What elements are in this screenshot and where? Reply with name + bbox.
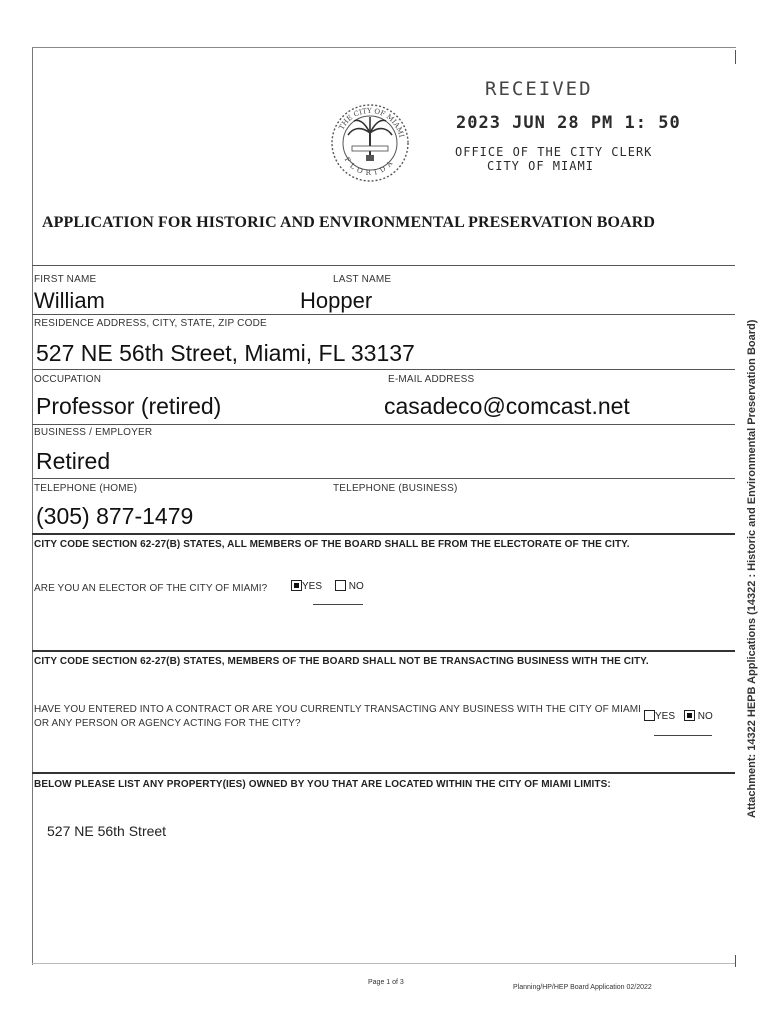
city-seal-logo: [330, 103, 410, 188]
divider: [32, 650, 735, 652]
business-no-label: NO: [697, 711, 713, 722]
business-yes-option[interactable]: [644, 710, 675, 722]
clerk-office-stamp: OFFICE OF THE CITY CLERK: [455, 145, 653, 159]
employer-field[interactable]: Retired: [36, 448, 111, 474]
received-stamp: RECEIVED: [485, 78, 593, 100]
divider: [32, 314, 735, 315]
last-name-field[interactable]: Hopper: [300, 288, 373, 313]
elector-yes-option[interactable]: [291, 580, 322, 592]
received-date-stamp: 2023 JUN 28 PM 1: 50: [456, 113, 681, 133]
email-field[interactable]: casadeco@comcast.net: [384, 393, 630, 419]
frame-corner-mark: [735, 50, 736, 64]
business-no-option[interactable]: [684, 710, 713, 722]
email-label: E-MAIL ADDRESS: [388, 374, 475, 385]
frame-corner-mark: [735, 955, 736, 967]
divider: [32, 265, 735, 266]
elector-question: ARE YOU AN ELECTOR OF THE CITY OF MIAMI?: [34, 583, 268, 594]
svg-text:FLORIDA: FLORIDA: [342, 155, 397, 178]
address-label: RESIDENCE ADDRESS, CITY, STATE, ZIP CODE: [34, 318, 267, 329]
elector-yes-checkbox[interactable]: [291, 580, 302, 591]
business-question-line2: OR ANY PERSON OR AGENCY ACTING FOR THE CITY?: [34, 718, 301, 729]
business-yes-label: YES: [655, 711, 676, 722]
home-phone-field[interactable]: (305) 877-1479: [36, 503, 194, 529]
business-yes-checkbox[interactable]: [644, 710, 655, 721]
divider: [32, 478, 735, 479]
business-no-checkbox[interactable]: [684, 710, 695, 721]
divider: [32, 369, 735, 370]
elector-no-label: NO: [348, 581, 364, 592]
divider: [32, 424, 735, 425]
occupation-field[interactable]: Professor (retired): [36, 393, 222, 419]
first-name-field[interactable]: William: [34, 288, 105, 313]
divider: [32, 533, 735, 535]
home-phone-label: TELEPHONE (HOME): [34, 483, 138, 494]
page-number: Page 1 of 3: [368, 979, 404, 986]
answer-underline: [654, 735, 712, 736]
clerk-city-stamp: CITY OF MIAMI: [487, 159, 594, 173]
property-entry[interactable]: 527 NE 56th Street: [47, 823, 167, 839]
elector-no-checkbox[interactable]: [335, 580, 346, 591]
employer-label: BUSINESS / EMPLOYER: [34, 427, 153, 438]
divider: [32, 772, 735, 774]
elector-no-option[interactable]: [335, 580, 364, 592]
address-field[interactable]: 527 NE 56th Street, Miami, FL 33137: [36, 340, 415, 366]
last-name-label: LAST NAME: [333, 274, 392, 285]
first-name-label: FIRST NAME: [34, 274, 97, 285]
property-section-heading: BELOW PLEASE LIST ANY PROPERTY(IES) OWNED BY YOU THAT ARE LOCATED WITHIN THE CITY OF MIAMI LIMITS:: [34, 779, 611, 790]
business-section-heading: CITY CODE SECTION 62-27(B) STATES, MEMBERS OF THE BOARD SHALL NOT BE TRANSACTING BUSINESS WITH THE CITY.: [34, 656, 649, 667]
occupation-label: OCCUPATION: [34, 374, 102, 385]
business-question-line1: HAVE YOU ENTERED INTO A CONTRACT OR ARE YOU CURRENTLY TRANSACTING ANY BUSINESS WITH THE CITY OF MIAMI: [34, 704, 642, 715]
form-title: APPLICATION FOR HISTORIC AND ENVIRONMENTAL PRESERVATION BOARD: [42, 214, 656, 231]
elector-yes-label: YES: [302, 581, 323, 592]
attachment-sidebar-text: Attachment: 14322 HEPB Applications (14322 : Historic and Environmental Preservation Board): [746, 319, 758, 818]
answer-underline: [313, 604, 363, 605]
elector-section-heading: CITY CODE SECTION 62-27(B) STATES, ALL MEMBERS OF THE BOARD SHALL BE FROM THE ELECTORATE OF THE CITY.: [34, 539, 630, 550]
svg-text:THE CITY OF MIAMI: THE CITY OF MIAMI: [337, 106, 406, 139]
business-phone-label: TELEPHONE (BUSINESS): [333, 483, 458, 494]
frame-bottom-line: [32, 963, 735, 964]
form-identifier: Planning/HP/HEP Board Application 02/2022: [513, 984, 652, 991]
